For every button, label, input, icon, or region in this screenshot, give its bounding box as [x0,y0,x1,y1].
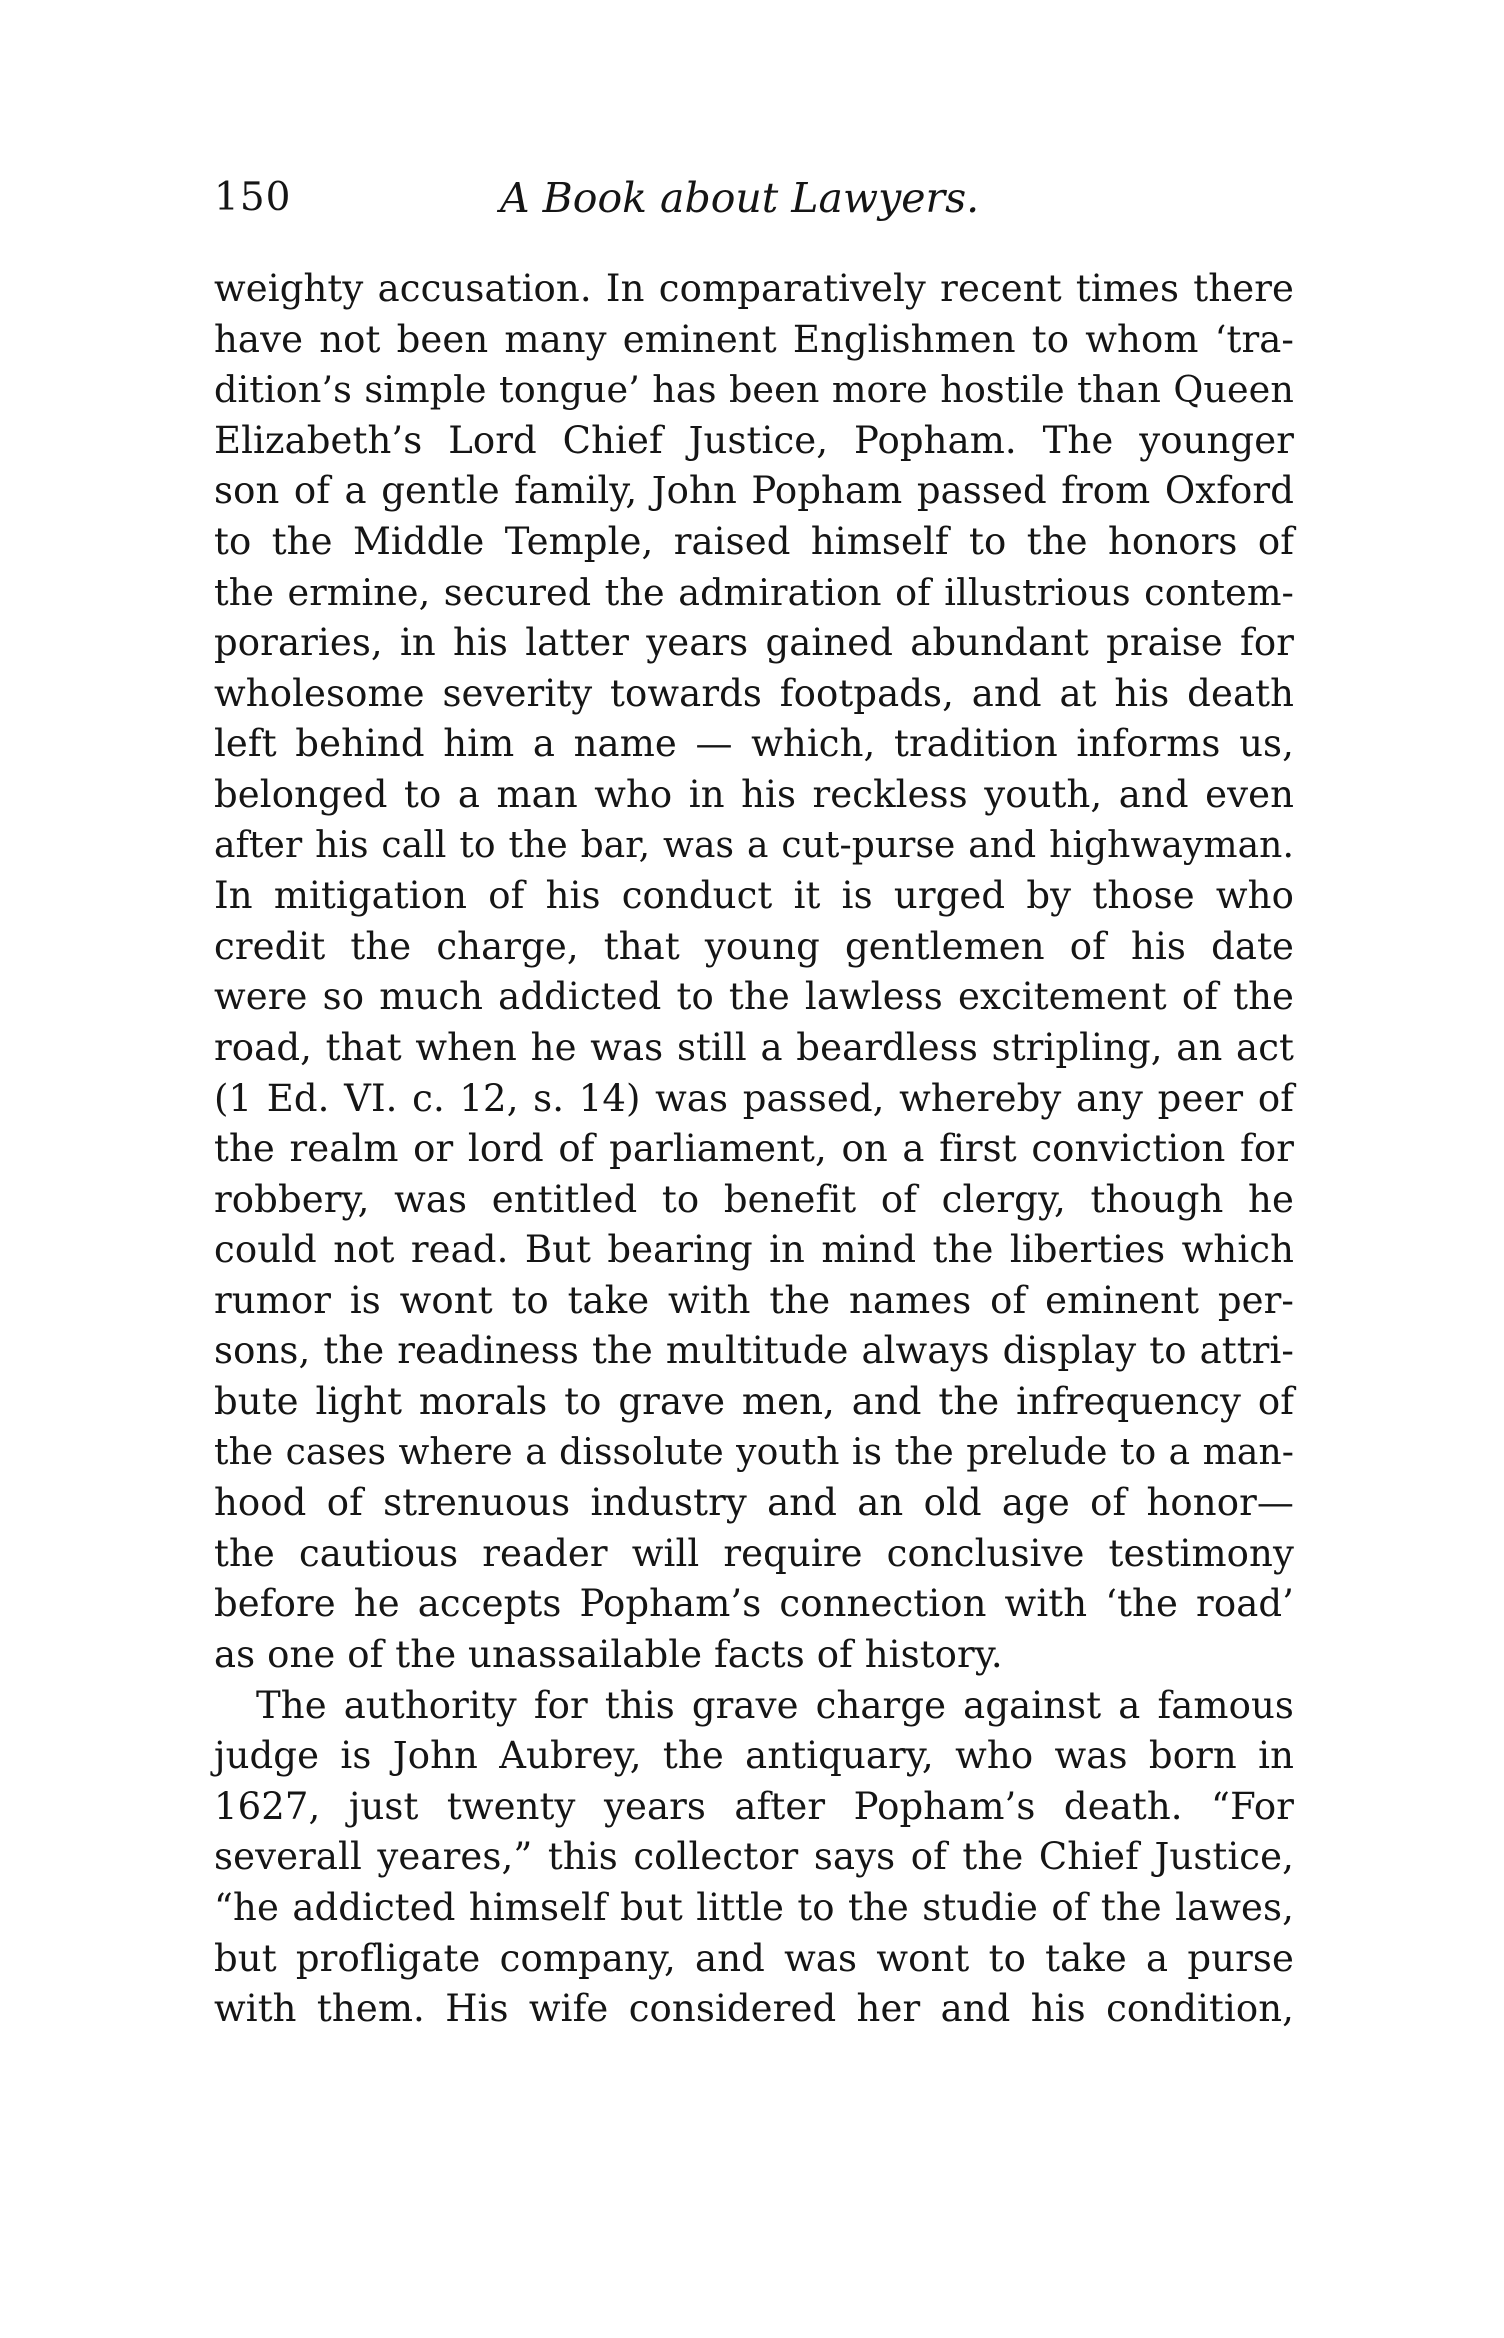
text-line: the realm or lord of parliament, on a first conviction for [214,1127,1294,1171]
text-line: with them. His wife considered her and his condition, [214,1987,1294,2031]
text-line: dition’s simple tongue’ has been more hostile than Queen [214,368,1294,412]
text-line: as one of the unassailable facts of history. [214,1633,1003,1677]
running-title: A Book about Lawyers. [500,174,980,222]
text-line: 1627, just twenty years after Popham’s death. “For [214,1784,1294,1828]
text-line: (1 Ed. VI. c. 12, s. 14) was passed, whereby any peer of [214,1076,1294,1120]
text-line: the cautious reader will require conclusive testimony [214,1531,1294,1575]
text-line: bute light morals to grave men, and the infrequency of [214,1380,1294,1424]
text-line: Elizabeth’s Lord Chief Justice, Popham. The younger [214,418,1294,462]
text-line: have not been many eminent Englishmen to whom ‘tra- [214,317,1294,361]
text-line: to the Middle Temple, raised himself to the honors of [214,519,1294,563]
page-header [214,168,1294,228]
text-line: The authority for this grave charge against a famous [256,1683,1294,1727]
text-line: son of a gentle family, John Popham passed from Oxford [214,469,1294,513]
text-line: were so much addicted to the lawless excitement of the [214,975,1294,1019]
text-line: In mitigation of his conduct it is urged by those who [214,874,1294,918]
body-text [214,264,1294,2035]
text-line: severall yeares,” this collector says of the Chief Justice, [214,1835,1294,1879]
text-line: after his call to the bar, was a cut-purse and highwayman. [214,824,1294,866]
text-line: wholesome severity towards footpads, and at his death [214,671,1294,715]
text-line: the ermine, secured the admiration of illustrious contem- [214,570,1294,614]
text-line: judge is John Aubrey, the antiquary, who was born in [214,1734,1294,1778]
text-line: credit the charge, that young gentlemen of his date [214,924,1294,968]
text-line: could not read. But bearing in mind the liberties which [214,1228,1294,1272]
text-line: road, that when he was still a beardless stripling, an act [214,1025,1294,1069]
text-line: poraries, in his latter years gained abundant praise for [214,621,1294,665]
text-line: rumor is wont to take with the names of eminent per- [214,1278,1294,1322]
text-line: the cases where a dissolute youth is the prelude to a man- [214,1431,1294,1473]
page-number: 150 [214,175,292,220]
text-line: before he accepts Popham’s connection with ‘the road’ [214,1582,1294,1626]
text-line: hood of strenuous industry and an old age of honor— [214,1481,1294,1525]
text-line: robbery, was entitled to benefit of clergy, though he [214,1177,1294,1221]
text-line: left behind him a name — which, tradition informs us, [214,722,1294,766]
text-line: weighty accusation. In comparatively recent times there [214,267,1294,310]
text-line: belonged to a man who in his reckless youth, and even [214,772,1294,816]
text-line: “he addicted himself but little to the studie of the lawes, [214,1886,1294,1929]
text-line: but profligate company, and was wont to take a purse [214,1936,1294,1980]
text-line: sons, the readiness the multitude always display to attri- [214,1329,1294,1373]
